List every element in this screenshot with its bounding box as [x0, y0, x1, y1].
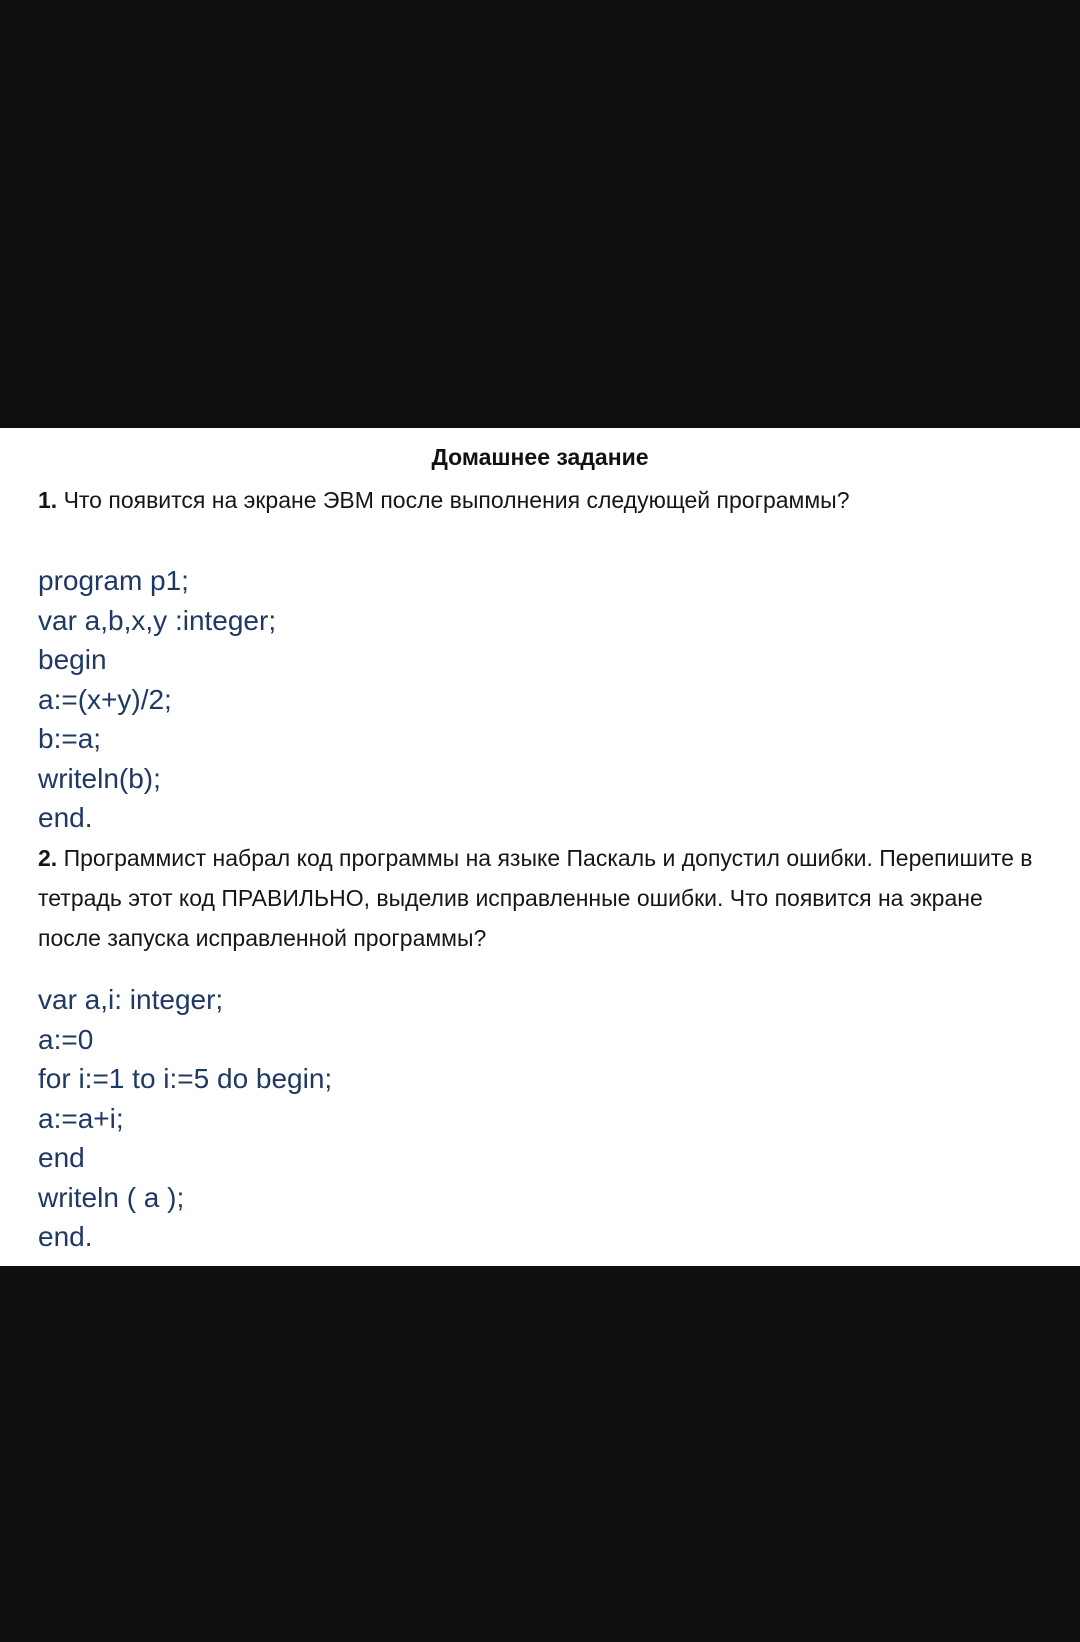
task-1-code-block — [38, 561, 276, 838]
code-line: a:=0 — [38, 1023, 94, 1055]
task-2-code-block — [38, 980, 332, 1257]
code-line: end. — [38, 802, 93, 833]
code-line: program p1; — [38, 565, 189, 596]
code-line: a:=(x+y)/2; — [38, 683, 172, 715]
code-line: for i:=1 to i:=5 do begin; — [38, 1063, 333, 1094]
code-line: b:=a; — [38, 723, 102, 754]
code-line: a:=a+i; — [38, 1102, 124, 1134]
task-2-text: Программист набрал код программы на языке Паскаль и допустил ошибки. Перепишите в тетрадь этот код ПРАВИЛЬНО, выделив исправленные ошибки. Что появится на экране после запуска исправленной программы? — [38, 845, 1033, 951]
code-line: end — [38, 1142, 85, 1173]
top-dark-band — [0, 0, 1080, 428]
code-line: var a,b,x,y :integer; — [38, 604, 277, 636]
code-line: writeln ( a ); — [38, 1181, 185, 1213]
task-1-number: 1. — [38, 487, 58, 513]
code-line: var a,i: integer; — [38, 984, 224, 1015]
task-2-number: 2. — [38, 845, 58, 871]
task-1-question — [38, 480, 1048, 520]
page-title: Домашнее задание — [431, 444, 649, 470]
homework-sheet — [0, 428, 1080, 1266]
bottom-dark-band — [0, 1266, 1080, 1642]
task-1-text: Что появится на экране ЭВМ после выполнения следующей программы? — [63, 487, 850, 513]
task-2-question — [38, 838, 1048, 958]
code-line: writeln(b); — [38, 762, 161, 794]
code-line: begin — [38, 644, 107, 675]
code-line: end. — [38, 1221, 93, 1252]
